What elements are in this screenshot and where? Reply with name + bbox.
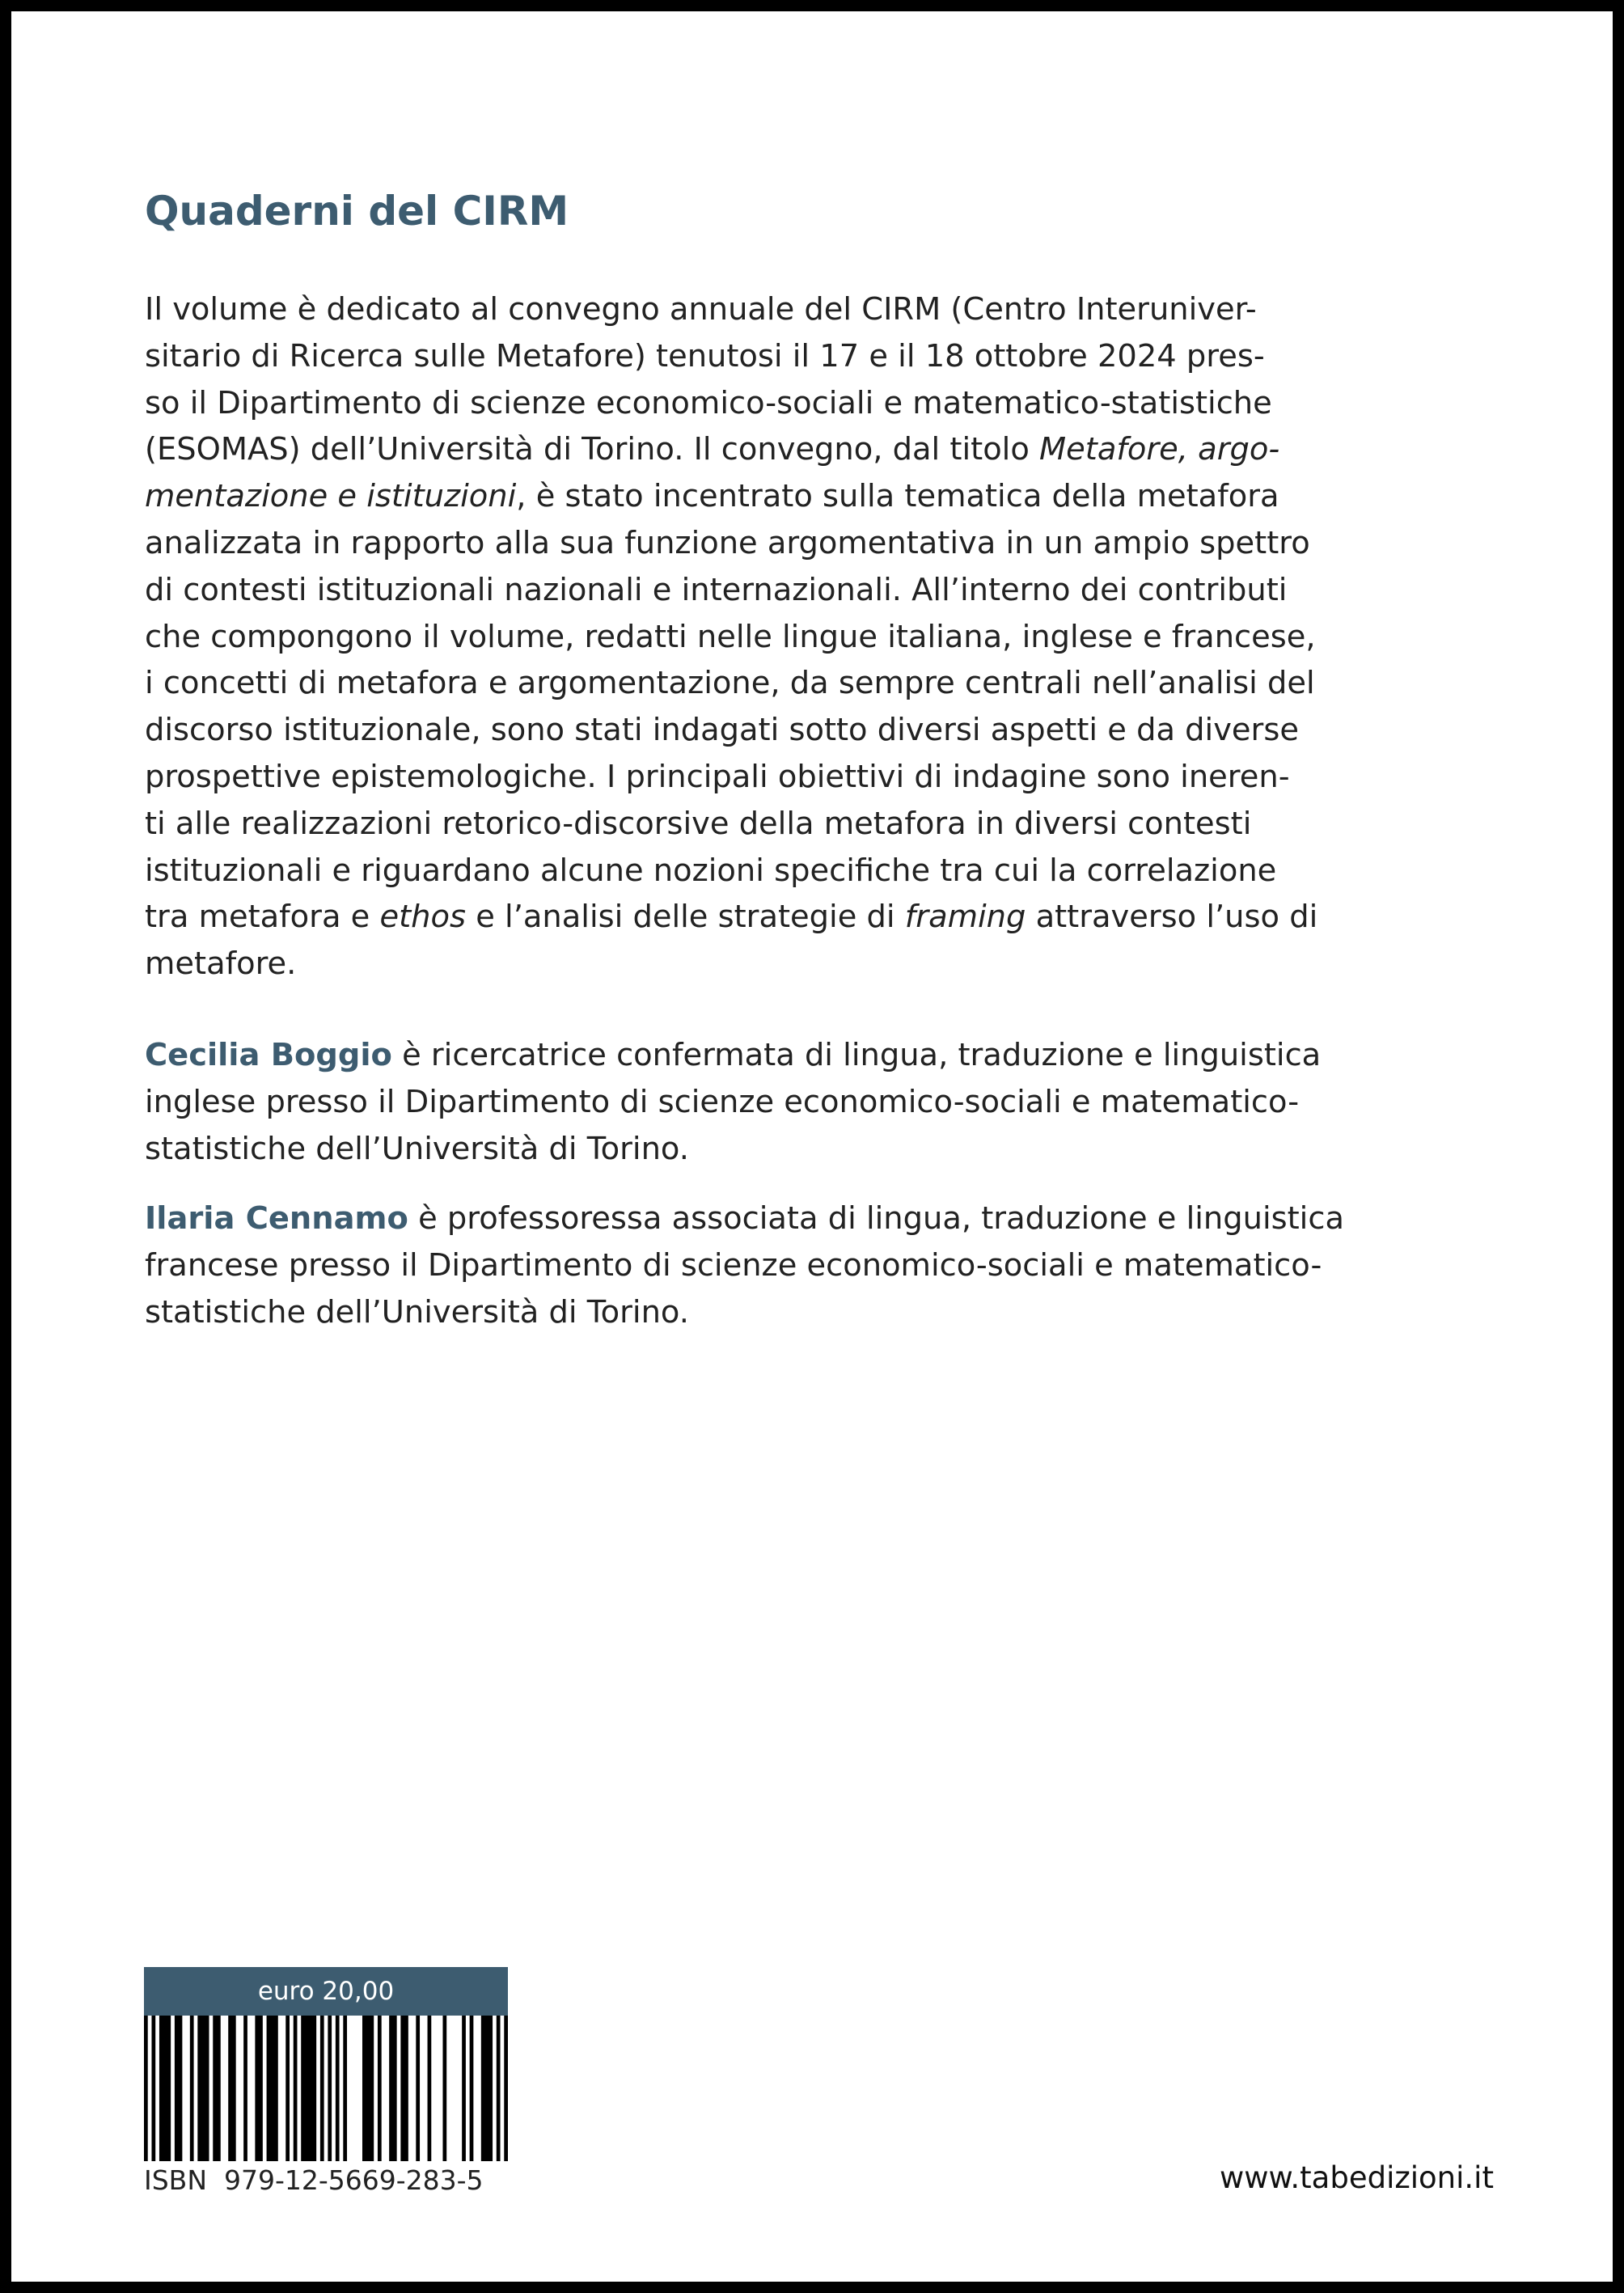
text-line [145,380,1487,427]
text-segment: discorso istituzionale, sono stati indagati sotto diversi aspetti e da diverse [145,712,1299,749]
author-name: Ilaria Cennamo [145,1200,408,1237]
text-line [145,1242,1487,1289]
text-line [145,754,1487,801]
barcode-bar [228,2016,235,2161]
text-segment: , è stato incentrato sulla tematica della metafora [516,478,1279,515]
text-line [145,426,1487,473]
barcode-bar [504,2016,508,2161]
barcode-bar [336,2016,340,2161]
barcode-bar [328,2016,332,2161]
barcode-bar [255,2016,262,2161]
barcode-bar [481,2016,493,2161]
text-line [145,1195,1487,1242]
barcode-bar [151,2016,155,2161]
barcode-bar [213,2016,220,2161]
barcode-image [144,2016,508,2161]
text-segment: francese presso il Dipartimento di scienze economico-sociali e matematico- [145,1246,1322,1284]
text-line [145,1079,1487,1126]
text-segment: statistiche dell’Università di Torino. [145,1130,689,1167]
text-segment: è professoressa associata di lingua, traduzione e linguistica [408,1200,1344,1237]
barcode-bar [343,2016,347,2161]
text-line [145,894,1487,941]
barcode-bar [428,2016,432,2161]
text-line [145,1032,1487,1079]
publisher-website: www.tabedizioni.it [1220,2160,1494,2195]
barcode-bar [175,2016,182,2161]
series-title: Quaderni del CIRM [145,188,569,235]
italic-term: framing [904,899,1026,936]
barcode-bar [362,2016,374,2161]
text-line [145,660,1487,707]
barcode-bar [470,2016,474,2161]
text-line [145,333,1487,380]
text-segment: analizzata in rapporto alla sua funzione argomentativa in un ampio spettro [145,524,1310,561]
text-segment: (ESOMAS) dell’Università di Torino. Il convegno, dal titolo [145,431,1040,468]
barcode-bar [267,2016,278,2161]
text-line [145,286,1487,333]
text-segment: prospettive epistemologiche. I principali obiettivi di indagine sono ineren- [145,758,1290,795]
text-segment: tra metafora e [145,899,380,936]
text-line [145,473,1487,520]
barcode-bar [294,2016,298,2161]
text-line [145,801,1487,848]
author-bio-boggio [145,1032,1487,1172]
italic-term: Metafore, argo- [1039,431,1280,468]
barcode-bar [301,2016,316,2161]
italic-term: mentazione e istituzioni [145,478,517,515]
text-line [145,567,1487,614]
author-name: Cecilia Boggio [145,1037,392,1073]
barcode-bar [197,2016,209,2161]
barcode-bar [400,2016,408,2161]
barcode-bar [159,2016,171,2161]
author-bio-cennamo [145,1195,1487,1335]
italic-term: ethos [379,899,466,936]
barcode-bar [320,2016,324,2161]
price-label: euro 20,00 [144,1967,508,2016]
barcode-bar [144,2016,148,2161]
barcode-bar [285,2016,290,2161]
text-segment: so il Dipartimento di scienze economico-sociali e matematico-statistiche [145,384,1272,421]
text-segment: statistiche dell’Università di Torino. [145,1293,689,1331]
text-segment: metafore. [145,946,297,983]
text-segment: che compongono il volume, redatti nelle lingue italiana, inglese e francese, [145,618,1316,655]
text-segment: inglese presso il Dipartimento di scienze economico-sociali e matematico- [145,1083,1300,1120]
barcode-bar [497,2016,501,2161]
text-line [145,1126,1487,1173]
text-line [145,848,1487,895]
text-segment: attraverso l’uso di [1026,899,1318,936]
text-line [145,1289,1487,1336]
text-line [145,707,1487,754]
barcode-bar [462,2016,466,2161]
text-segment: è ricercatrice confermata di lingua, traduzione e linguistica [391,1037,1322,1073]
text-line [145,941,1487,988]
text-line [145,614,1487,661]
barcode-bar [243,2016,247,2161]
text-segment: istituzionali e riguardano alcune nozioni specifiche tra cui la correlazione [145,852,1277,889]
volume-description [145,286,1487,988]
barcode-bar [378,2016,382,2161]
text-segment: di contesti istituzionali nazionali e internazionali. All’interno dei contributi [145,571,1288,608]
isbn-number: ISBN 979-12-5669-283-5 [144,2164,484,2196]
barcode-bar [389,2016,396,2161]
text-segment: sitario di Ricerca sulle Metafore) tenutosi il 17 e il 18 ottobre 2024 pres- [145,337,1265,374]
text-line [145,520,1487,567]
text-segment: i concetti di metafora e argomentazione, da sempre centrali nell’analisi del [145,665,1315,702]
barcode-bar [442,2016,446,2161]
barcode-bar [190,2016,194,2161]
text-segment: Il volume è dedicato al convegno annuale del CIRM (Centro Interuniver- [145,291,1257,328]
text-segment: ti alle realizzazioni retorico-discorsive della metafora in diversi contesti [145,805,1252,842]
barcode-bar [416,2016,420,2161]
text-segment: e l’analisi delle strategie di [466,899,905,936]
